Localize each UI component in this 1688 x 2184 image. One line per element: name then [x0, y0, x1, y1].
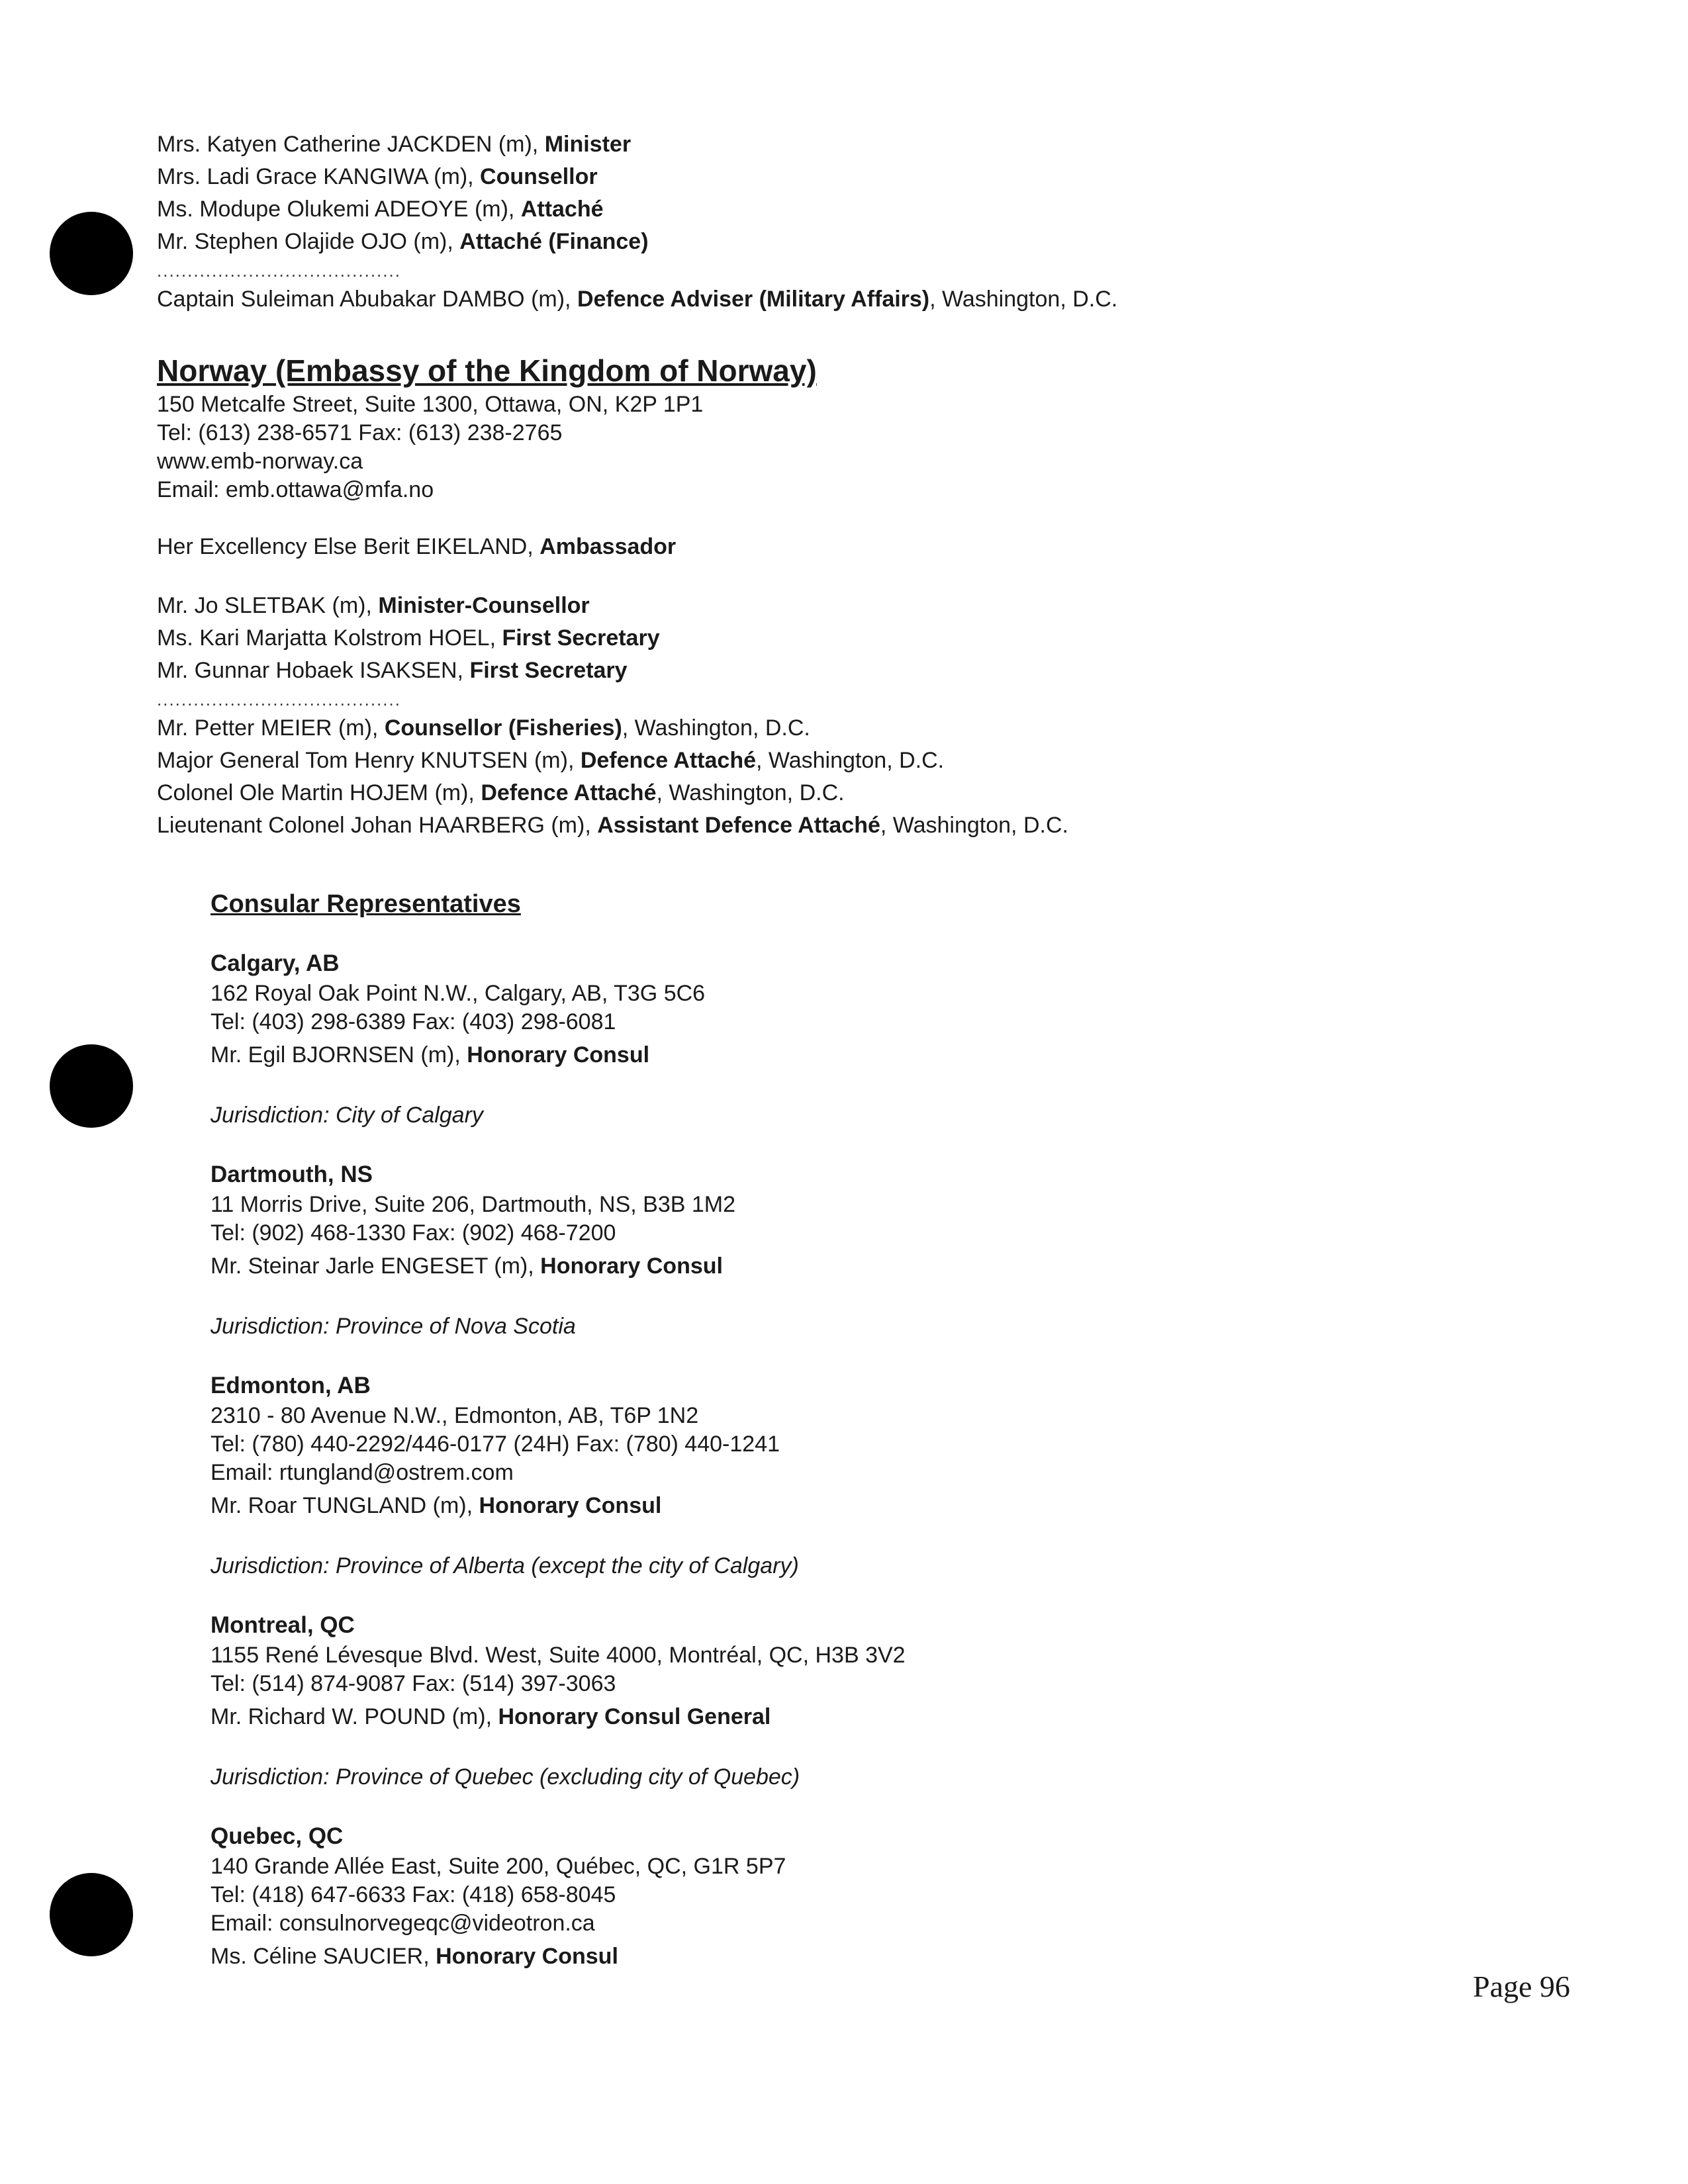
- office-phone-fax: Tel: (902) 468-1330 Fax: (902) 468-7200: [211, 1220, 616, 1246]
- staff-line: Mr. Gunnar Hobaek ISAKSEN, First Secretary: [157, 658, 628, 683]
- office-city: Montreal, QC: [211, 1612, 355, 1638]
- separator-dots: ........................................: [157, 262, 401, 279]
- office-email: Email: rtungland@ostrem.com: [211, 1460, 514, 1485]
- consular-office-calgary: [211, 948, 906, 1131]
- office-address: 2310 - 80 Avenue N.W., Edmonton, AB, T6P 1N2: [211, 1403, 699, 1428]
- office-phone-fax: Tel: (418) 647-6633 Fax: (418) 658-8045: [211, 1882, 616, 1907]
- consular-heading: Consular Representatives: [211, 890, 521, 918]
- norway-embassy-section: [157, 351, 1068, 842]
- embassy-phone-fax: Tel: (613) 238-6571 Fax: (613) 238-2765: [157, 420, 563, 445]
- binder-hole-top: [50, 212, 133, 295]
- staff-line: Mrs. Katyen Catherine JACKDEN (m), Minister: [157, 132, 632, 157]
- previous-mission-staff: [157, 128, 1117, 316]
- consular-office-edmonton: [211, 1370, 906, 1582]
- office-address: 140 Grande Allée East, Suite 200, Québec, QC, G1R 5P7: [211, 1854, 786, 1879]
- separator-dots: ........................................: [157, 691, 401, 708]
- staff-line: Ms. Kari Marjatta Kolstrom HOEL, First Secretary: [157, 625, 660, 651]
- office-jurisdiction: Jurisdiction: Province of Quebec (excluding city of Quebec): [211, 1764, 800, 1790]
- washington-staff-line: Major General Tom Henry KNUTSEN (m), Defence Attaché, Washington, D.C.: [157, 748, 945, 773]
- consul-line: Mr. Roar TUNGLAND (m), Honorary Consul: [211, 1493, 662, 1518]
- office-phone-fax: Tel: (403) 298-6389 Fax: (403) 298-6081: [211, 1009, 616, 1034]
- office-address: 162 Royal Oak Point N.W., Calgary, AB, T3G 5C6: [211, 981, 706, 1006]
- office-address: 1155 René Lévesque Blvd. West, Suite 4000, Montréal, QC, H3B 3V2: [211, 1643, 906, 1668]
- staff-line: Ms. Modupe Olukemi ADEOYE (m), Attaché: [157, 197, 604, 222]
- office-address: 11 Morris Drive, Suite 206, Dartmouth, NS, B3B 1M2: [211, 1192, 736, 1217]
- office-phone-fax: Tel: (780) 440-2292/446-0177 (24H) Fax: (780) 440-1241: [211, 1432, 780, 1457]
- office-email: Email: consulnorvegeqc@videotron.ca: [211, 1911, 595, 1936]
- washington-staff-line: Colonel Ole Martin HOJEM (m), Defence Attaché, Washington, D.C.: [157, 780, 845, 805]
- consul-line: Mr. Richard W. POUND (m), Honorary Consul General: [211, 1704, 771, 1729]
- consul-line: Mr. Egil BJORNSEN (m), Honorary Consul: [211, 1042, 650, 1068]
- binder-hole-middle: [50, 1044, 133, 1128]
- consular-representatives-section: [211, 887, 906, 1973]
- office-jurisdiction: Jurisdiction: Province of Nova Scotia: [211, 1314, 576, 1339]
- consular-office-quebec: [211, 1821, 906, 1973]
- office-jurisdiction: Jurisdiction: City of Calgary: [211, 1103, 483, 1128]
- staff-line: Mr. Stephen Olajide OJO (m), Attaché (Finance): [157, 229, 649, 254]
- office-jurisdiction: Jurisdiction: Province of Alberta (except the city of Calgary): [211, 1553, 799, 1578]
- embassy-website: www.emb-norway.ca: [157, 449, 363, 474]
- embassy-address: 150 Metcalfe Street, Suite 1300, Ottawa, ON, K2P 1P1: [157, 392, 704, 417]
- office-city: Quebec, QC: [211, 1823, 344, 1849]
- office-city: Dartmouth, NS: [211, 1161, 373, 1187]
- page-number: Page 96: [1473, 1970, 1570, 2003]
- staff-line: Mr. Jo SLETBAK (m), Minister-Counsellor: [157, 593, 590, 618]
- consul-line: Ms. Céline SAUCIER, Honorary Consul: [211, 1944, 618, 1969]
- office-phone-fax: Tel: (514) 874-9087 Fax: (514) 397-3063: [211, 1671, 616, 1696]
- consular-office-dartmouth: [211, 1159, 906, 1342]
- washington-staff-line: Captain Suleiman Abubakar DAMBO (m), Defence Adviser (Military Affairs), Washington, D.C.: [157, 287, 1118, 312]
- staff-line: Mrs. Ladi Grace KANGIWA (m), Counsellor: [157, 164, 598, 189]
- office-city: Edmonton, AB: [211, 1373, 371, 1398]
- washington-staff-line: Lieutenant Colonel Johan HAARBERG (m), Assistant Defence Attaché, Washington, D.C.: [157, 813, 1068, 838]
- consul-line: Mr. Steinar Jarle ENGESET (m), Honorary Consul: [211, 1253, 723, 1279]
- office-city: Calgary, AB: [211, 950, 340, 976]
- washington-staff-line: Mr. Petter MEIER (m), Counsellor (Fisheries), Washington, D.C.: [157, 715, 810, 741]
- country-heading: Norway (Embassy of the Kingdom of Norway): [157, 353, 817, 388]
- binder-hole-bottom: [50, 1873, 133, 1956]
- ambassador-line: Her Excellency Else Berit EIKELAND, Ambassador: [157, 534, 677, 559]
- embassy-email: Email: emb.ottawa@mfa.no: [157, 477, 434, 502]
- consular-office-montreal: [211, 1610, 906, 1793]
